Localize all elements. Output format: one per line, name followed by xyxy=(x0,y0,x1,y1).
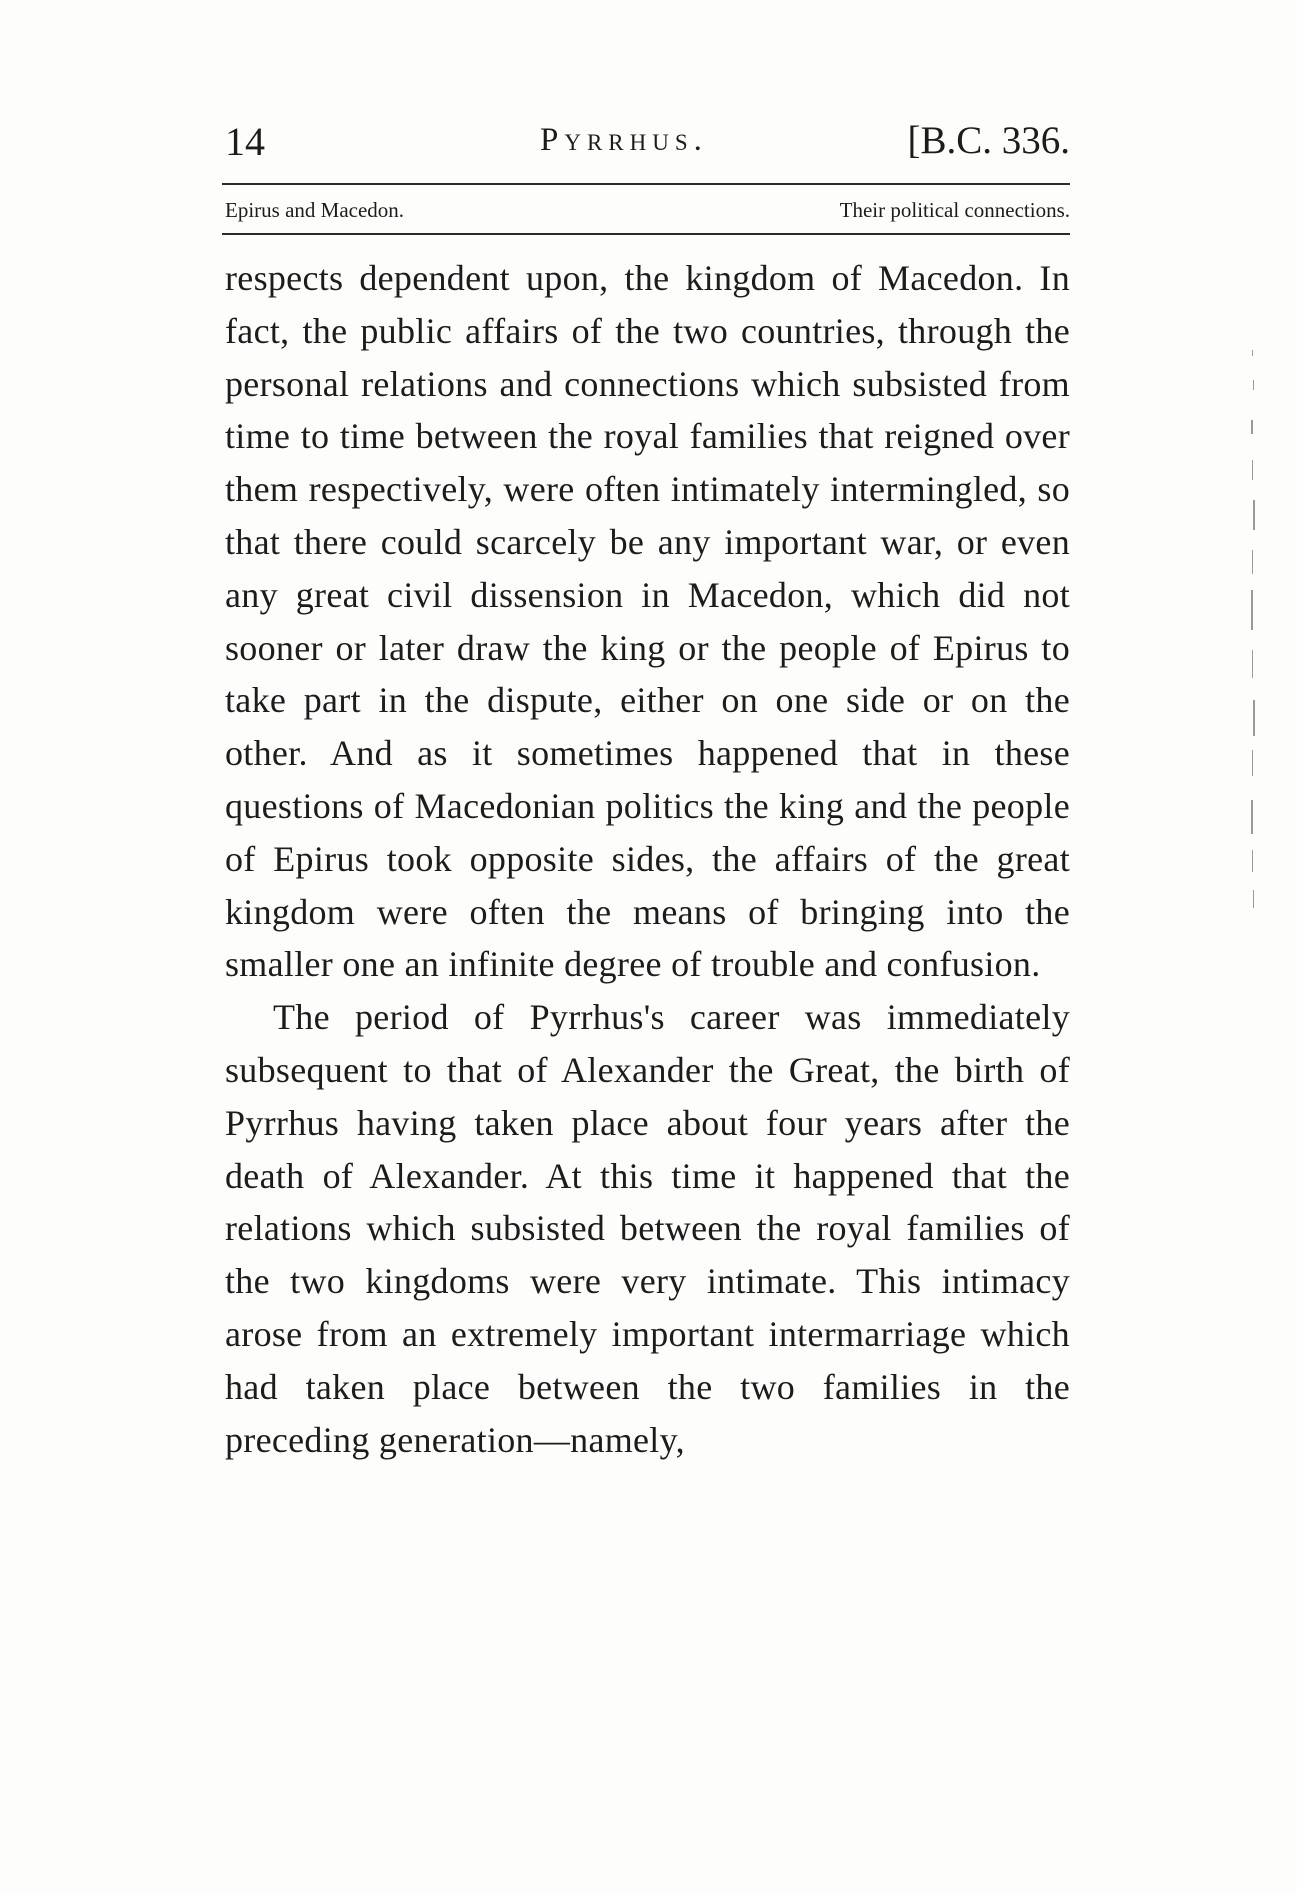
body-text xyxy=(225,252,1070,1466)
date-reference: [B.C. 336. xyxy=(907,119,1070,162)
marginal-subheads xyxy=(225,198,1070,228)
running-head xyxy=(225,118,1070,168)
paragraph-pyrrhus-career: The period of Pyrrhus's career was immediately subsequent to that of Alexander the Great, the birth of Pyrrhus having taken place about four years after the death of Alexander. At this time it happened that the relations which subsisted between the royal families of the two kingdoms were very intimate. This intimacy arose from an extremely important intermarriage which had taken place between the two families in the preceding generation—namely, xyxy=(225,997,1070,1460)
subhead-left: Epirus and Macedon. xyxy=(225,198,405,222)
subhead-right: Their political connections. xyxy=(839,198,1070,222)
paragraph-continued: respects dependent upon, the kingdom of Macedon. In fact, the public affairs of the two countries, through the personal relations and connections which subsisted from time to time between the royal families that reigned over them respectively, were often intimately intermingled, so that there could scarcely be any important war, or even any great civil dissension in Macedon, which did not sooner or later draw the king or the people of Epirus to take part in the dispute, either on one side or on the other. And as it sometimes happened that in these questions of Macedonian politics the king and the people of Epirus took opposite sides, the affairs of the great kingdom were often the means of bringing into the smaller one an infinite degree of trouble and confusion. xyxy=(225,258,1070,985)
header-rule-top xyxy=(222,183,1070,185)
scan-margin-specks xyxy=(1246,350,1260,930)
header-rule-bottom xyxy=(222,233,1070,235)
book-title: Pyrrhus. xyxy=(540,122,708,158)
page-number: 14 xyxy=(225,119,265,164)
